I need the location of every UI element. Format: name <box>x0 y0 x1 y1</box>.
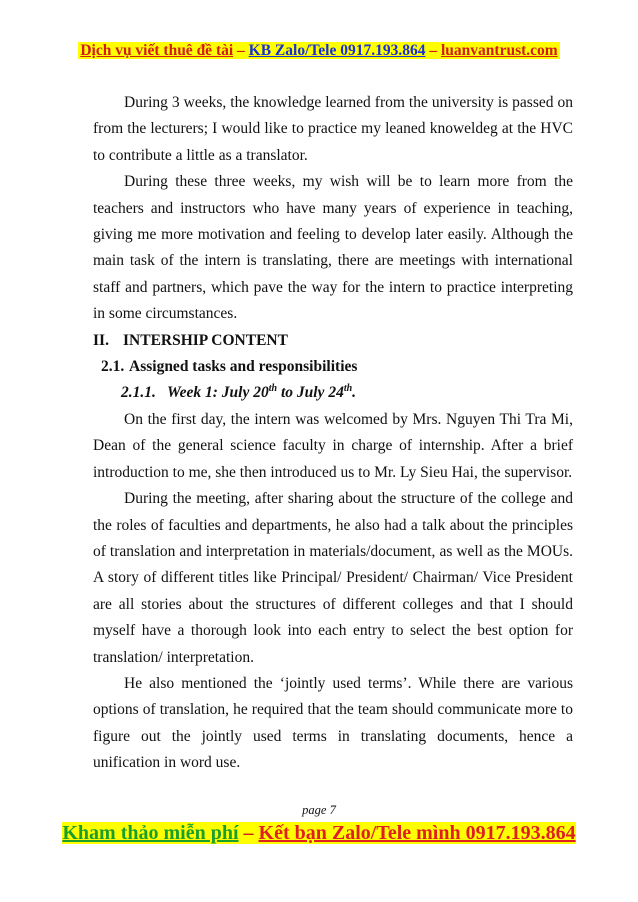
subsection-heading <box>101 354 573 380</box>
header-website-link[interactable]: luanvantrust.com <box>440 42 558 59</box>
paragraph-1: During 3 weeks, the knowledge learned from the university is passed on from the lecturers; I would like to practice my leaned knoweldeg at the HVC to contribute a little as a translator. <box>93 94 573 164</box>
promo-footer <box>0 820 638 846</box>
paragraph-3: On the first day, the intern was welcomed by Mrs. Nguyen Thi Tra Mi, Dean of the general science faculty in charge of internship. After a brief introduction to me, she then introduced us to Mr. Ly Sieu Hai, the supervisor. <box>93 410 573 481</box>
document-body <box>93 90 573 777</box>
paragraph-5: He also mentioned the ‘jointly used terms’. While there are various options of translation, he required that the team should communicate more to figure out the jointly used terms in translating documents, hence a unification in word use. <box>93 674 573 772</box>
paragraph-2: During these three weeks, my wish will be to learn more from the teachers and instructors who have many years of experience in teaching, giving me more motivation and feeling to develop later easily. Although the main task of the intern is translating, there are meetings with international staff and partners, which pave the way for the intern to practice interpreting in some circumstances. <box>93 173 573 323</box>
header-highlight <box>78 42 559 59</box>
subsubsection-title-a: Week 1: July 20 <box>167 384 269 402</box>
header-separator: – <box>425 42 441 59</box>
section-heading <box>93 328 573 354</box>
superscript-th: th <box>268 383 278 395</box>
subsubsection-title-b: to July 24 <box>277 384 344 402</box>
subsubsection-title-end: . <box>352 384 357 402</box>
superscript-th: th <box>343 383 353 395</box>
header-separator: – <box>233 42 249 59</box>
subsubsection-heading <box>121 380 573 406</box>
subsection-number: 2.1. <box>101 358 125 376</box>
header-contact-link[interactable]: KB Zalo/Tele 0917.193.864 <box>248 42 426 59</box>
subsection-title: Assigned tasks and responsibilities <box>129 358 358 376</box>
header-service-link[interactable]: Dịch vụ viết thuê đề tài <box>80 42 234 59</box>
section-title: INTERSHIP CONTENT <box>123 331 288 349</box>
promo-header <box>0 41 638 61</box>
paragraph-4: During the meeting, after sharing about the structure of the college and the roles of faculties and departments, he also had a talk about the principles of translation and interpretation in materials/document, as well as the MOUs. A story of different titles like Principal/ President/ Chairman/ Vice President are all stories about the structures of different colleges and that I should myself have a thorough look into each entry to select the best option for translation/ interpretation. <box>93 490 573 666</box>
subsubsection-number: 2.1.1. <box>121 384 156 402</box>
footer-free-consult-link[interactable]: Kham thảo miễn phí <box>62 822 239 844</box>
page-number: page 7 <box>302 803 336 817</box>
section-number: II. <box>93 331 109 349</box>
footer-separator: – <box>238 822 259 844</box>
footer-contact-link[interactable]: Kết bạn Zalo/Tele mình 0917.193.864 <box>258 822 576 844</box>
footer-highlight <box>62 822 575 844</box>
